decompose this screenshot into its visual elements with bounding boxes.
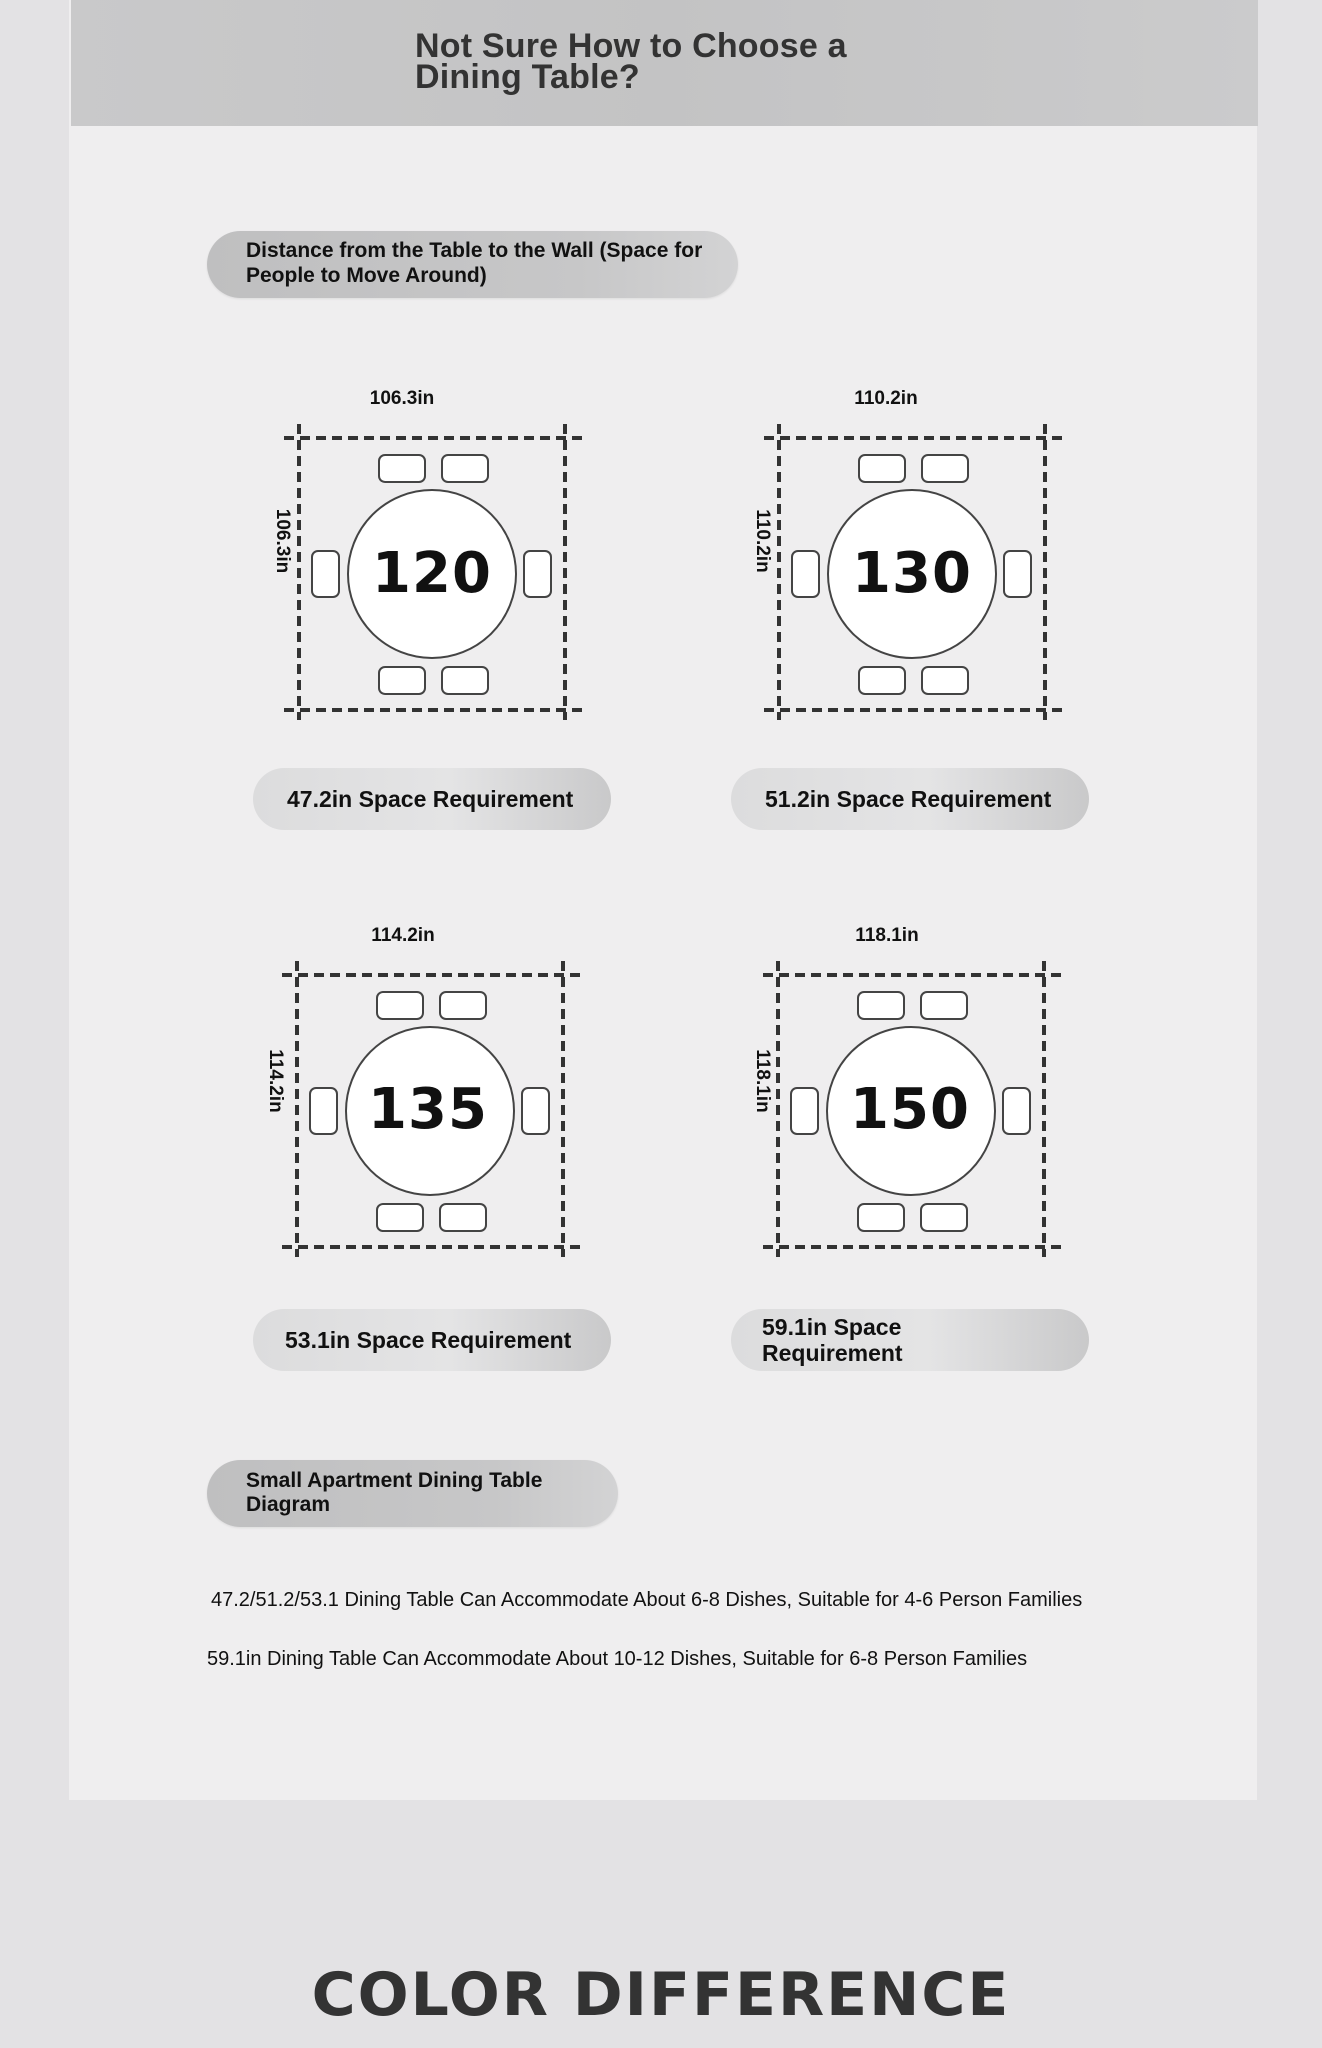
chair	[442, 667, 488, 694]
chair	[859, 667, 905, 694]
page-title: Not Sure How to Choose a Dining Table?	[415, 27, 847, 96]
chair	[858, 1204, 904, 1231]
chair	[1003, 1088, 1030, 1134]
table-diagram-120	[270, 380, 590, 720]
chair	[379, 455, 425, 482]
table-diagram-135	[265, 917, 588, 1257]
section-label-text: Distance from the Table to the Wall (Space for People to Move Around)	[246, 239, 703, 287]
width-dimension: 114.2in	[371, 925, 435, 946]
chair	[922, 667, 968, 694]
chair	[312, 551, 339, 597]
note-line: 47.2/51.2/53.1 Dining Table Can Accommodate About 6-8 Dishes, Suitable for 4-6 Person Families	[211, 1589, 1083, 1611]
chair	[792, 551, 819, 597]
table-diagram-130	[750, 380, 1070, 720]
space-requirement-badge	[731, 1309, 1089, 1371]
width-dimension: 118.1in	[855, 925, 919, 946]
chair	[377, 1204, 423, 1231]
depth-dimension: 118.1in	[752, 1049, 773, 1113]
chair	[522, 1088, 549, 1134]
space-requirement-text: 47.2in Space Requirement	[287, 785, 574, 812]
space-requirement-badge	[253, 768, 611, 830]
table-size-label: 135	[368, 1077, 488, 1142]
chair	[524, 551, 551, 597]
space-requirement-badge	[731, 768, 1089, 830]
space-requirement-text: 53.1in Space Requirement	[285, 1326, 572, 1353]
chair	[379, 667, 425, 694]
section-label-apartment	[207, 1460, 618, 1527]
table-diagram-150	[749, 917, 1069, 1257]
table-size-label: 120	[372, 541, 492, 606]
space-requirement-text: 51.2in Space Requirement	[765, 785, 1052, 812]
chair	[922, 455, 968, 482]
chair	[377, 992, 423, 1019]
width-dimension: 106.3in	[369, 388, 435, 409]
chair	[440, 1204, 486, 1231]
chair	[858, 992, 904, 1019]
chair	[921, 992, 967, 1019]
table-size-label: 150	[850, 1077, 970, 1142]
chair	[442, 455, 488, 482]
footer-heading: COLOR DIFFERENCE	[311, 1960, 1011, 2030]
chair	[1004, 551, 1031, 597]
chair	[921, 1204, 967, 1231]
width-dimension: 110.2in	[854, 388, 918, 409]
depth-dimension: 110.2in	[752, 509, 773, 573]
chair	[791, 1088, 818, 1134]
section-label-wall-distance	[207, 231, 738, 298]
chair	[310, 1088, 337, 1134]
space-requirement-text: 59.1in Space Requirement	[762, 1314, 903, 1366]
table-size-label: 130	[852, 541, 972, 606]
depth-dimension: 106.3in	[272, 508, 293, 574]
space-requirement-badge	[253, 1309, 611, 1371]
depth-dimension: 114.2in	[265, 1049, 286, 1113]
chair	[440, 992, 486, 1019]
section-label-text: Small Apartment Dining Table Diagram	[246, 1469, 543, 1516]
chair	[859, 455, 905, 482]
note-line: 59.1in Dining Table Can Accommodate About 10-12 Dishes, Suitable for 6-8 Person Families	[207, 1648, 1028, 1670]
